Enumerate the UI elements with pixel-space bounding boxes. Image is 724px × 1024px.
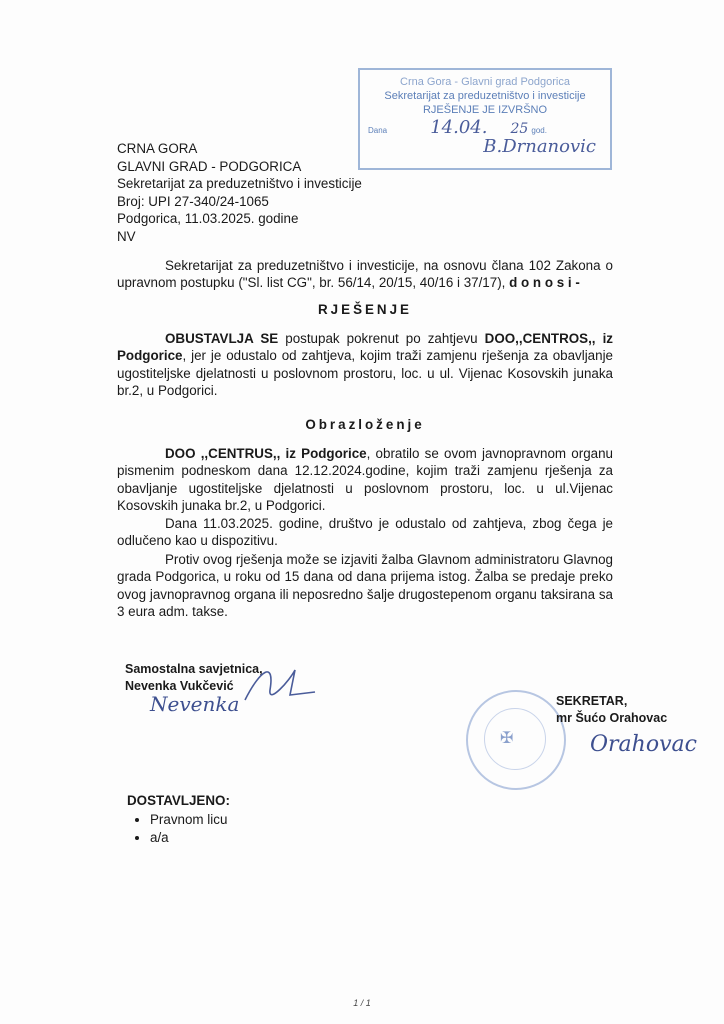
left-signature: Nevenka [150,692,240,716]
signer-title: SEKRETAR, [556,694,628,708]
header-line: CRNA GORA [117,141,198,156]
signer-name: Nevenka Vukčević [125,679,234,693]
reasoning-text: , obratilo se ovom javnopravnom organu pismenim podneskom dana 12.12.2024.godine, kojim traži zamjenu rješenja za obavljanje ugostiteljske djelatnosti u poslovnom prostoru, loc. u ul.Vijenac Kosovskih junaka br.2, u Podgorici. [117,446,613,514]
page-number: 1 / 1 [353,998,371,1008]
company-name: DOO,,CENTROS,, iz Podgorice [117,331,613,364]
stamp-year: 25 [510,121,529,137]
stamp-date: 14.04. [430,117,488,138]
reasoning-title: Obrazloženje [305,417,425,432]
right-signer [556,693,667,727]
dispositive-bold: OBUSTAVLJA SE [165,331,279,346]
signer-title: Samostalna savjetnica, [125,662,263,676]
intro-text: Sekretarijat za preduzetništvo i investicije, na osnovu člana 102 Zakona o upravnom postupku ("Sl. list CG", br. 56/14, 20/15, 40/16 i 37/17), [117,258,613,291]
dispositive-text: , jer je odustalo od zahtjeva, kojim traži zamjenu rješenja za obavljanje ugostiteljske djelatnosti u poslovnom prostoru, loc. u ul. Vijenac Kosovskih junaka br.2, u Podgorici. [117,348,613,399]
decision-title: RJEŠENJE [318,302,412,317]
seal-emblem-icon: ✠ [500,730,514,747]
official-seal [466,690,566,790]
stamp-line: Sekretarijat za preduzetništvo i investicije [384,90,586,102]
delivered-item: • a/a [150,829,227,847]
intro-paragraph [117,257,613,292]
donosi-text: d o n o s i - [509,275,580,291]
header-line: NV [117,228,136,244]
stamp-god-label: god. [531,126,547,135]
stamp-line: RJEŠENJE JE IZVRŠNO [422,104,548,116]
delivered-item: • Pravnom licu [150,811,227,829]
delivered-list [120,811,227,847]
header-line: Podgorica, 11.03.2025. godine [117,211,299,227]
reasoning-paragraph-2: Dana 11.03.2025. godine, društvo je odustalo od zahtjeva, zbog čega je odlučeno kao u dispozitivu. [117,516,613,549]
reasoning-paragraph-1 [117,445,613,515]
enforceability-stamp [358,68,612,170]
delivered-title: DOSTAVLJENO: [127,793,230,808]
header-line: Sekretarijat za preduzetništvo i investicije [117,176,362,192]
reasoning-paragraph-3: Protiv ovog rješenja može se izjaviti žalba Glavnom administratoru Glavnog grada Podgorica, u roku od 15 dana od dana prijema istog. Žalba se predaje preko ovog javnopravnog organa ili neposredno šalje drugostepenom organu taksirana sa 3 eura adm. takse. [117,552,613,620]
right-signature: Orahovac [590,732,697,757]
stamp-dana-label: Dana [368,126,388,135]
dispositive-paragraph [117,330,613,400]
company-name: DOO ,,CENTRUS,, iz Podgorice [165,446,367,461]
document-header [117,140,362,246]
left-signature-stroke [240,650,320,710]
stamp-line: Crna Gora - Glavni grad Podgorica [400,76,570,88]
signer-name: mr Šućo Orahovac [556,711,668,725]
dispositive-text: postupak pokrenut po zahtjevu [278,331,485,346]
stamp-signature: B.Drnanovic [483,136,596,157]
header-line: Broj: UPI 27-340/24-1065 [117,193,269,209]
header-line: GLAVNI GRAD - PODGORICA [117,158,302,174]
